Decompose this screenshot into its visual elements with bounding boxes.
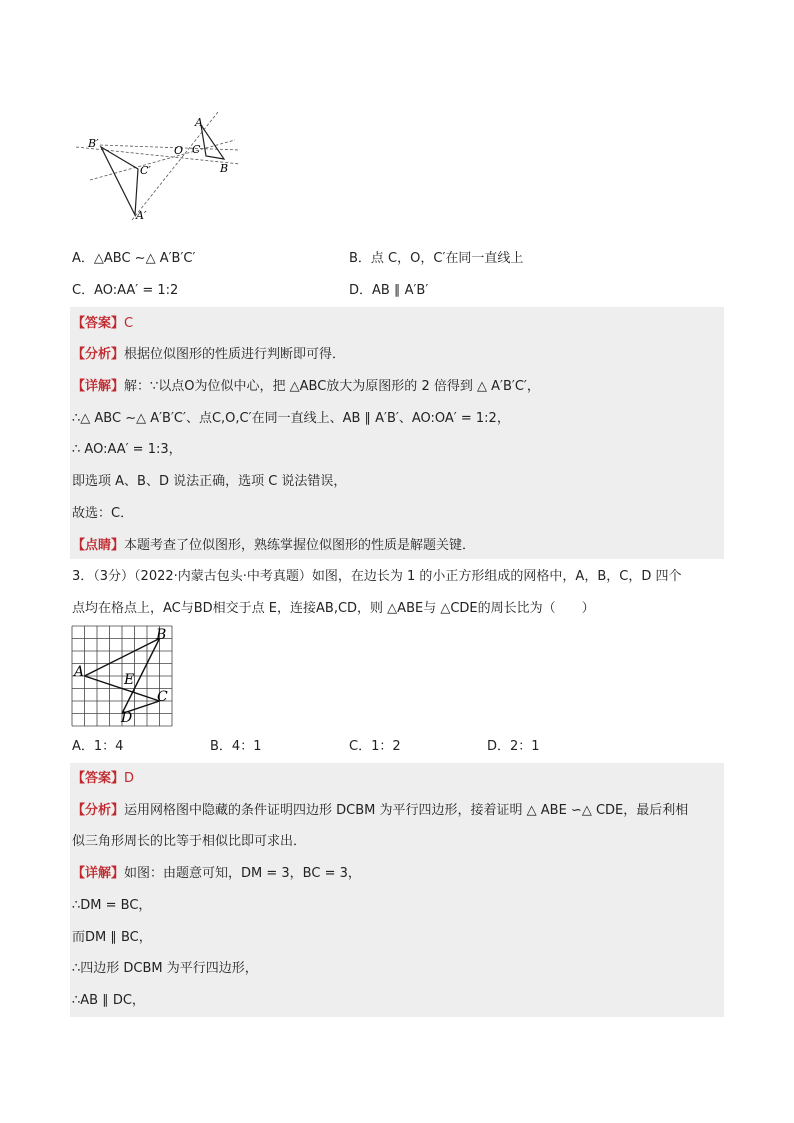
q3-option-a: A．1：4 — [72, 739, 124, 754]
grid-label-a: A — [74, 664, 85, 680]
q3-stem-line-1: 3．（3分）（2022·内蒙古包头·中考真题）如图，在边长为 1 的小正方形组成的网格中，A，B，C，D 四个 — [72, 569, 682, 584]
label-a-prime: A′ — [136, 209, 147, 222]
q2-option-b: B．点 C，O，C′在同一直线上 — [349, 251, 524, 266]
q2-detail-1: 【详解】解：∵以点O为位似中心，把 △ABC放大为原图形的 2 倍得到 △ A′B′C′， — [72, 379, 540, 394]
q3-option-d: D．2：1 — [487, 739, 540, 754]
grid-label-d: D — [121, 710, 133, 726]
q2-detail-2: ∴△ ABC ∼△ A′B′C′、点C,O,C′在同一直线上、AB ∥ A′B′、AO:OA′ = 1:2， — [72, 411, 510, 426]
label-a: A — [195, 116, 203, 129]
q3-detail-2: ∴DM = BC， — [72, 898, 152, 913]
q3-detail-4: ∴四边形 DCBM 为平行四边形， — [72, 961, 258, 976]
label-b: B — [220, 162, 229, 175]
q2-option-a: A．△ABC ∼△ A′B′C′ — [72, 251, 196, 266]
homothety-figure — [70, 110, 250, 225]
label-c-prime: C′ — [140, 164, 151, 177]
grid-figure — [71, 625, 175, 729]
q2-detail-5: 故选：C． — [72, 506, 134, 521]
grid-label-b: B — [156, 627, 167, 643]
q2-detail-4: 即选项 A、B、D 说法正确，选项 C 说法错误， — [72, 474, 347, 489]
q2-answer: 【答案】C — [72, 316, 134, 331]
label-b-prime: B′ — [88, 137, 99, 150]
q2-option-d: D．AB ∥ A′B′ — [349, 283, 429, 298]
q3-stem-line-2: 点均在格点上，AC与BD相交于点 E，连接AB,CD，则 △ABE与 △CDE的周长比为（ ） — [72, 601, 595, 616]
q3-detail-3: 而DM ∥ BC， — [72, 930, 152, 945]
label-c: C — [192, 143, 201, 156]
q2-analysis: 【分析】根据位似图形的性质进行判断即可得． — [72, 347, 346, 362]
grid-label-c: C — [157, 689, 168, 705]
label-o: O — [174, 144, 184, 157]
q2-detail-3: ∴ AO:AA′ = 1:3， — [72, 442, 182, 457]
q3-option-c: C．1：2 — [349, 739, 401, 754]
q3-detail-1: 【详解】如图：由题意可知，DM = 3，BC = 3， — [72, 866, 361, 881]
grid-label-e: E — [124, 672, 135, 688]
q3-analysis-1: 【分析】运用网格图中隐藏的条件证明四边形 DCBM 为平行四边形，接着证明 △ ABE ∽△ CDE，最后利相 — [72, 803, 689, 818]
q3-detail-5: ∴AB ∥ DC， — [72, 993, 145, 1008]
q3-analysis-2: 似三角形周长的比等于相似比即可求出． — [72, 834, 307, 849]
q3-answer: 【答案】D — [72, 771, 135, 786]
q2-option-c: C．AO:AA′ = 1:2 — [72, 283, 179, 298]
q2-comment: 【点睛】本题考查了位似图形，熟练掌握位似图形的性质是解题关键． — [72, 538, 476, 553]
q3-option-b: B．4：1 — [210, 739, 262, 754]
